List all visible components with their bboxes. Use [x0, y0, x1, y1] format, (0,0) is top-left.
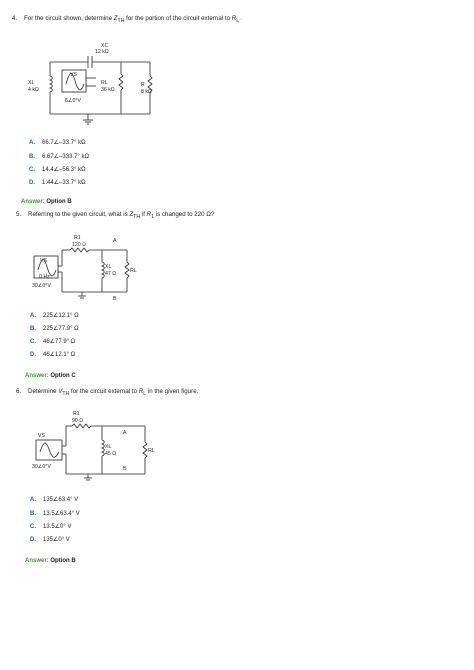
question-6-text: 6. Determine $V_{TH}$ for the circuit external to $R_L$ in the given figure.: [16, 388, 199, 398]
vs-value: 30∠0°V: [32, 464, 51, 470]
question-5-option-d[interactable]: D. 46∠12.1° Ω: [30, 352, 76, 358]
rl-label: RL: [101, 80, 108, 86]
question-5-text: 5. Referring to the given circuit, what is $Z_{TH}$ if $R_1$ is changed to 220 Ω?: [16, 211, 215, 221]
question-4-option-d[interactable]: D. 1.44∠–33.7° kΩ: [29, 180, 86, 186]
xl-label: XL: [105, 444, 112, 450]
r1-value: 90 Ω: [72, 418, 84, 424]
r1-value: 120 Ω: [72, 242, 86, 248]
question-4-option-a[interactable]: A. 66.7∠–33.7° kΩ: [29, 140, 86, 146]
vs-freq: 0 Hz: [39, 274, 50, 280]
question-6-option-b[interactable]: B. 13.5∠63.4° V: [30, 511, 80, 517]
xc-value: 12 kΩ: [95, 49, 109, 55]
xl-value: 47 Ω: [105, 271, 117, 277]
r1-label: R1: [74, 235, 81, 241]
rl-label: RL: [148, 448, 155, 454]
r-label: R: [141, 82, 145, 88]
xl-value: 4 kΩ: [28, 87, 39, 93]
node-b-label: B: [113, 296, 117, 302]
vs-label: VS: [38, 433, 45, 439]
question-5-option-a[interactable]: A. 225∠12.1° Ω: [30, 313, 79, 319]
node-b-label: B: [123, 466, 127, 472]
question-4-option-b[interactable]: B. 6.67∠–333.7° kΩ: [29, 154, 89, 160]
vs-value: 6∠0°V: [65, 98, 81, 104]
rl-label: RL: [130, 268, 137, 274]
xl-label: XL: [28, 80, 35, 86]
xl-label: XL: [105, 264, 112, 270]
circuit-diagram-q6: [32, 408, 162, 484]
question-4-option-c[interactable]: C. 14.4∠–56.3° kΩ: [29, 167, 86, 173]
question-6-option-a[interactable]: A. 135∠63.4° V: [30, 497, 79, 503]
xc-label: XC: [101, 43, 109, 49]
r1-label: R1: [73, 411, 80, 417]
node-a-label: A: [123, 430, 127, 436]
question-5-answer: Answer: Option C: [25, 373, 76, 379]
vs-value: 30∠0°V: [32, 283, 51, 289]
xl-value: 45 Ω: [105, 451, 117, 457]
circuit-diagram-q4: [28, 38, 168, 130]
circuit-diagram-q5: [32, 232, 142, 304]
vs-label: VS: [70, 72, 77, 78]
vs-label: VS: [40, 258, 47, 264]
node-a-label: A: [113, 238, 117, 244]
question-4-text: 4. For the circuit shown, determine $Z_{TH}$ for the portion of the circuit external to $R_L$.: [12, 15, 241, 25]
question-6-option-d[interactable]: D. 135∠0° V: [30, 537, 70, 543]
r-value: 8 kΩ: [141, 89, 152, 95]
question-6-option-c[interactable]: C. 13.5∠0° V: [30, 524, 72, 530]
question-5-option-b[interactable]: B. 225∠77.9° Ω: [30, 326, 79, 332]
question-4-answer: Answer: Option B: [21, 199, 72, 205]
rl-value: 36 kΩ: [101, 87, 115, 93]
question-6-answer: Answer: Option B: [25, 558, 76, 564]
question-5-option-c[interactable]: C. 46∠77.9° Ω: [30, 339, 76, 345]
